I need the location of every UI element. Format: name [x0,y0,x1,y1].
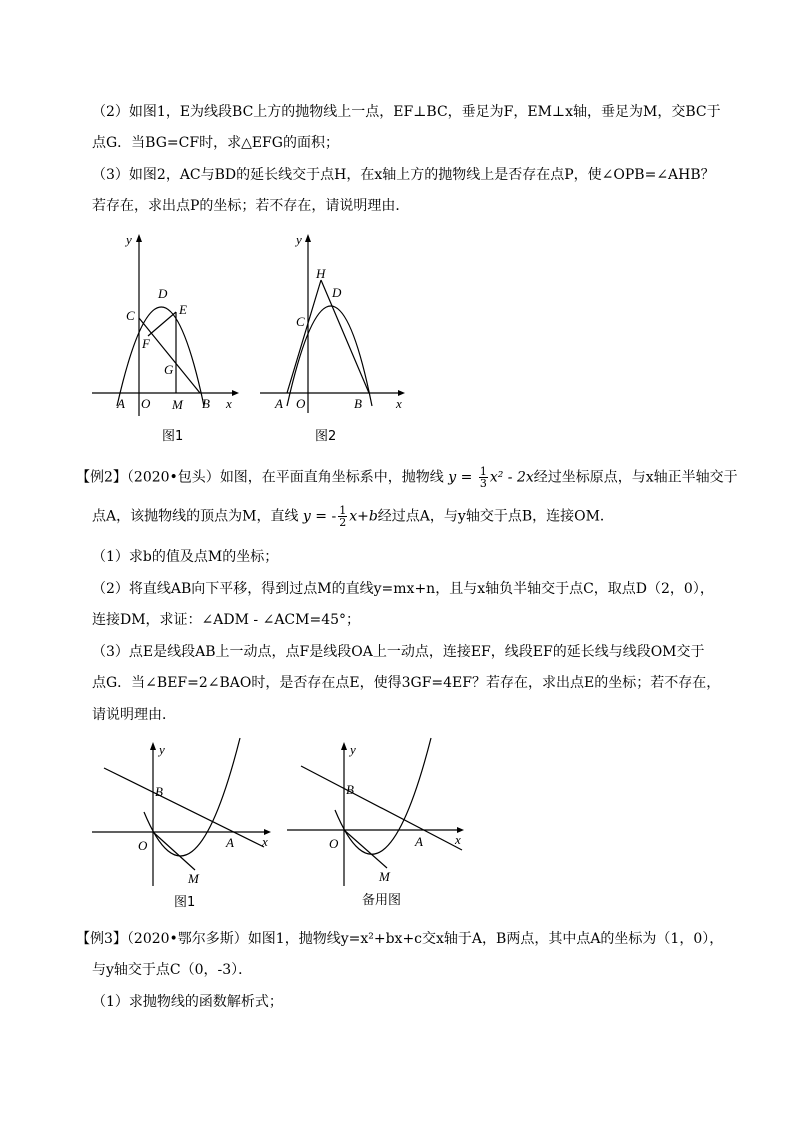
figure-2 [260,228,420,443]
fig2-h-label: H [316,266,326,281]
fig2-caption: 图2 [315,429,337,444]
ex2-eq2-eq: = - [310,508,337,525]
ex2-q3-line-3: 请说明理由． [92,707,176,723]
ex2-eq2-rest: x+b [349,508,378,525]
ex2-line-2 [92,505,614,528]
fig4-m-label: M [379,869,390,884]
ex3-line-1 [76,929,723,949]
fig3-y-label: y [159,742,165,757]
fig1-c-label: C [126,308,135,323]
q2-line-1: （2）如图1，E为线段BC上方的抛物线上一点，EF⊥BC，垂足为F，EM⊥x轴，垂足为M，交BC于 [92,104,721,120]
ex2-line-1 [76,466,738,489]
ex2-line2-b: 经过点A，与y轴交于点B，连接OM． [377,508,614,525]
ex2-eq1-y: y [448,469,457,486]
fig1-e-label: E [179,302,187,317]
ex2-q3-line-2: 点G．当∠BEF=2∠BAO时，是否存在点E，使得3GF=4EF？若存在，求出点E的坐标；若不存在， [92,675,721,691]
ex2-eq1-fraction [479,466,488,489]
ex2-tag: 【例2】 [76,469,127,486]
fig1-m-label: M [172,397,183,412]
fig2-c-label: C [296,314,305,329]
ex3-text-1: 如图1，抛物线y=x²+bx+c交x轴于A，B两点，其中点A的坐标为（1，0）， [247,931,724,947]
fig2-d-label: D [332,285,342,300]
fig3-m-label: M [188,871,199,886]
ex2-q2-line-1: （2）将直线AB向下平移，得到过点M的直线y=mx+n，且与x轴负半轴交于点C，取点D（2，0）， [92,581,714,597]
fig3-a-label: A [226,835,234,850]
fig1-b-label: B [202,396,210,411]
ex2-text-b: 经过坐标原点，与x轴正半轴交于 [533,469,738,486]
fig3-o-label: O [138,838,148,853]
figure-4 [287,738,477,913]
ex2-line2-a: 点A，该抛物线的顶点为M，直线 [92,508,299,525]
ex2-eq1-rest: x² - 2x [489,469,534,486]
ex2-eq1-eq: = [456,469,477,486]
fig1-g-label: G [164,362,174,377]
fig2-o-label: O [296,396,306,411]
fig1-o-label: O [141,396,151,411]
ex2-eq2-num: 1 [339,504,347,517]
fig4-b-label: B [346,782,354,797]
ex3-tag: 【例3】 [76,931,127,947]
figure-3 [92,738,282,913]
fig3-b-label: B [155,784,163,799]
ex2-eq2-y: y [302,508,311,525]
ex2-eq2-fraction [338,505,347,528]
ex2-eq2-den: 2 [339,516,347,529]
fig1-y-label: y [126,232,132,247]
fig4-a-label: A [415,834,423,849]
q2-line-2: 点G．当BG=CF时，求△EFG的面积； [92,135,339,151]
q3-line-2: 若存在，求出点P的坐标；若不存在，请说明理由． [92,198,410,214]
fig1-a-label: A [117,396,125,411]
fig2-b-label: B [354,396,362,411]
fig1-x-label: x [226,396,232,411]
ex3-q1: （1）求抛物线的函数解析式； [92,994,283,1010]
fig4-y-label: y [350,742,356,757]
ex3-line-2: 与y轴交于点C（0，-3）． [92,962,253,978]
fig2-y-label: y [296,232,302,247]
ex2-eq1-num: 1 [479,465,487,478]
ex2-text-a: 如图，在平面直角坐标系中，抛物线 [219,469,444,486]
ex2-q2-line-2: 连接DM，求证：∠ADM - ∠ACM=45°； [92,612,361,628]
fig1-f-label: F [142,336,150,351]
q3-line-1: （3）如图2，AC与BD的延长线交于点H，在x轴上方的抛物线上是否存在点P，使∠OPB=∠AHB？ [92,167,715,183]
figure-1 [92,228,252,443]
ex3-source: （2020•鄂尔多斯） [126,931,248,947]
fig4-caption: 备用图 [362,893,402,908]
fig3-caption: 图1 [174,895,196,910]
fig1-d-label: D [158,286,168,301]
fig4-o-label: O [329,836,339,851]
fig1-caption: 图1 [162,429,184,444]
fig2-a-label: A [275,396,283,411]
fig4-x-label: x [455,832,461,847]
ex2-source: （2020•包头） [126,469,220,486]
fig2-x-label: x [396,396,402,411]
ex2-q3-line-1: （3）点E是线段AB上一动点，点F是线段OA上一动点，连接EF，线段EF的延长线与线段OM交于 [92,644,705,660]
fig3-x-label: x [262,834,268,849]
ex2-eq1-den: 3 [479,477,487,490]
ex2-q1: （1）求b的值及点M的坐标； [92,549,279,565]
